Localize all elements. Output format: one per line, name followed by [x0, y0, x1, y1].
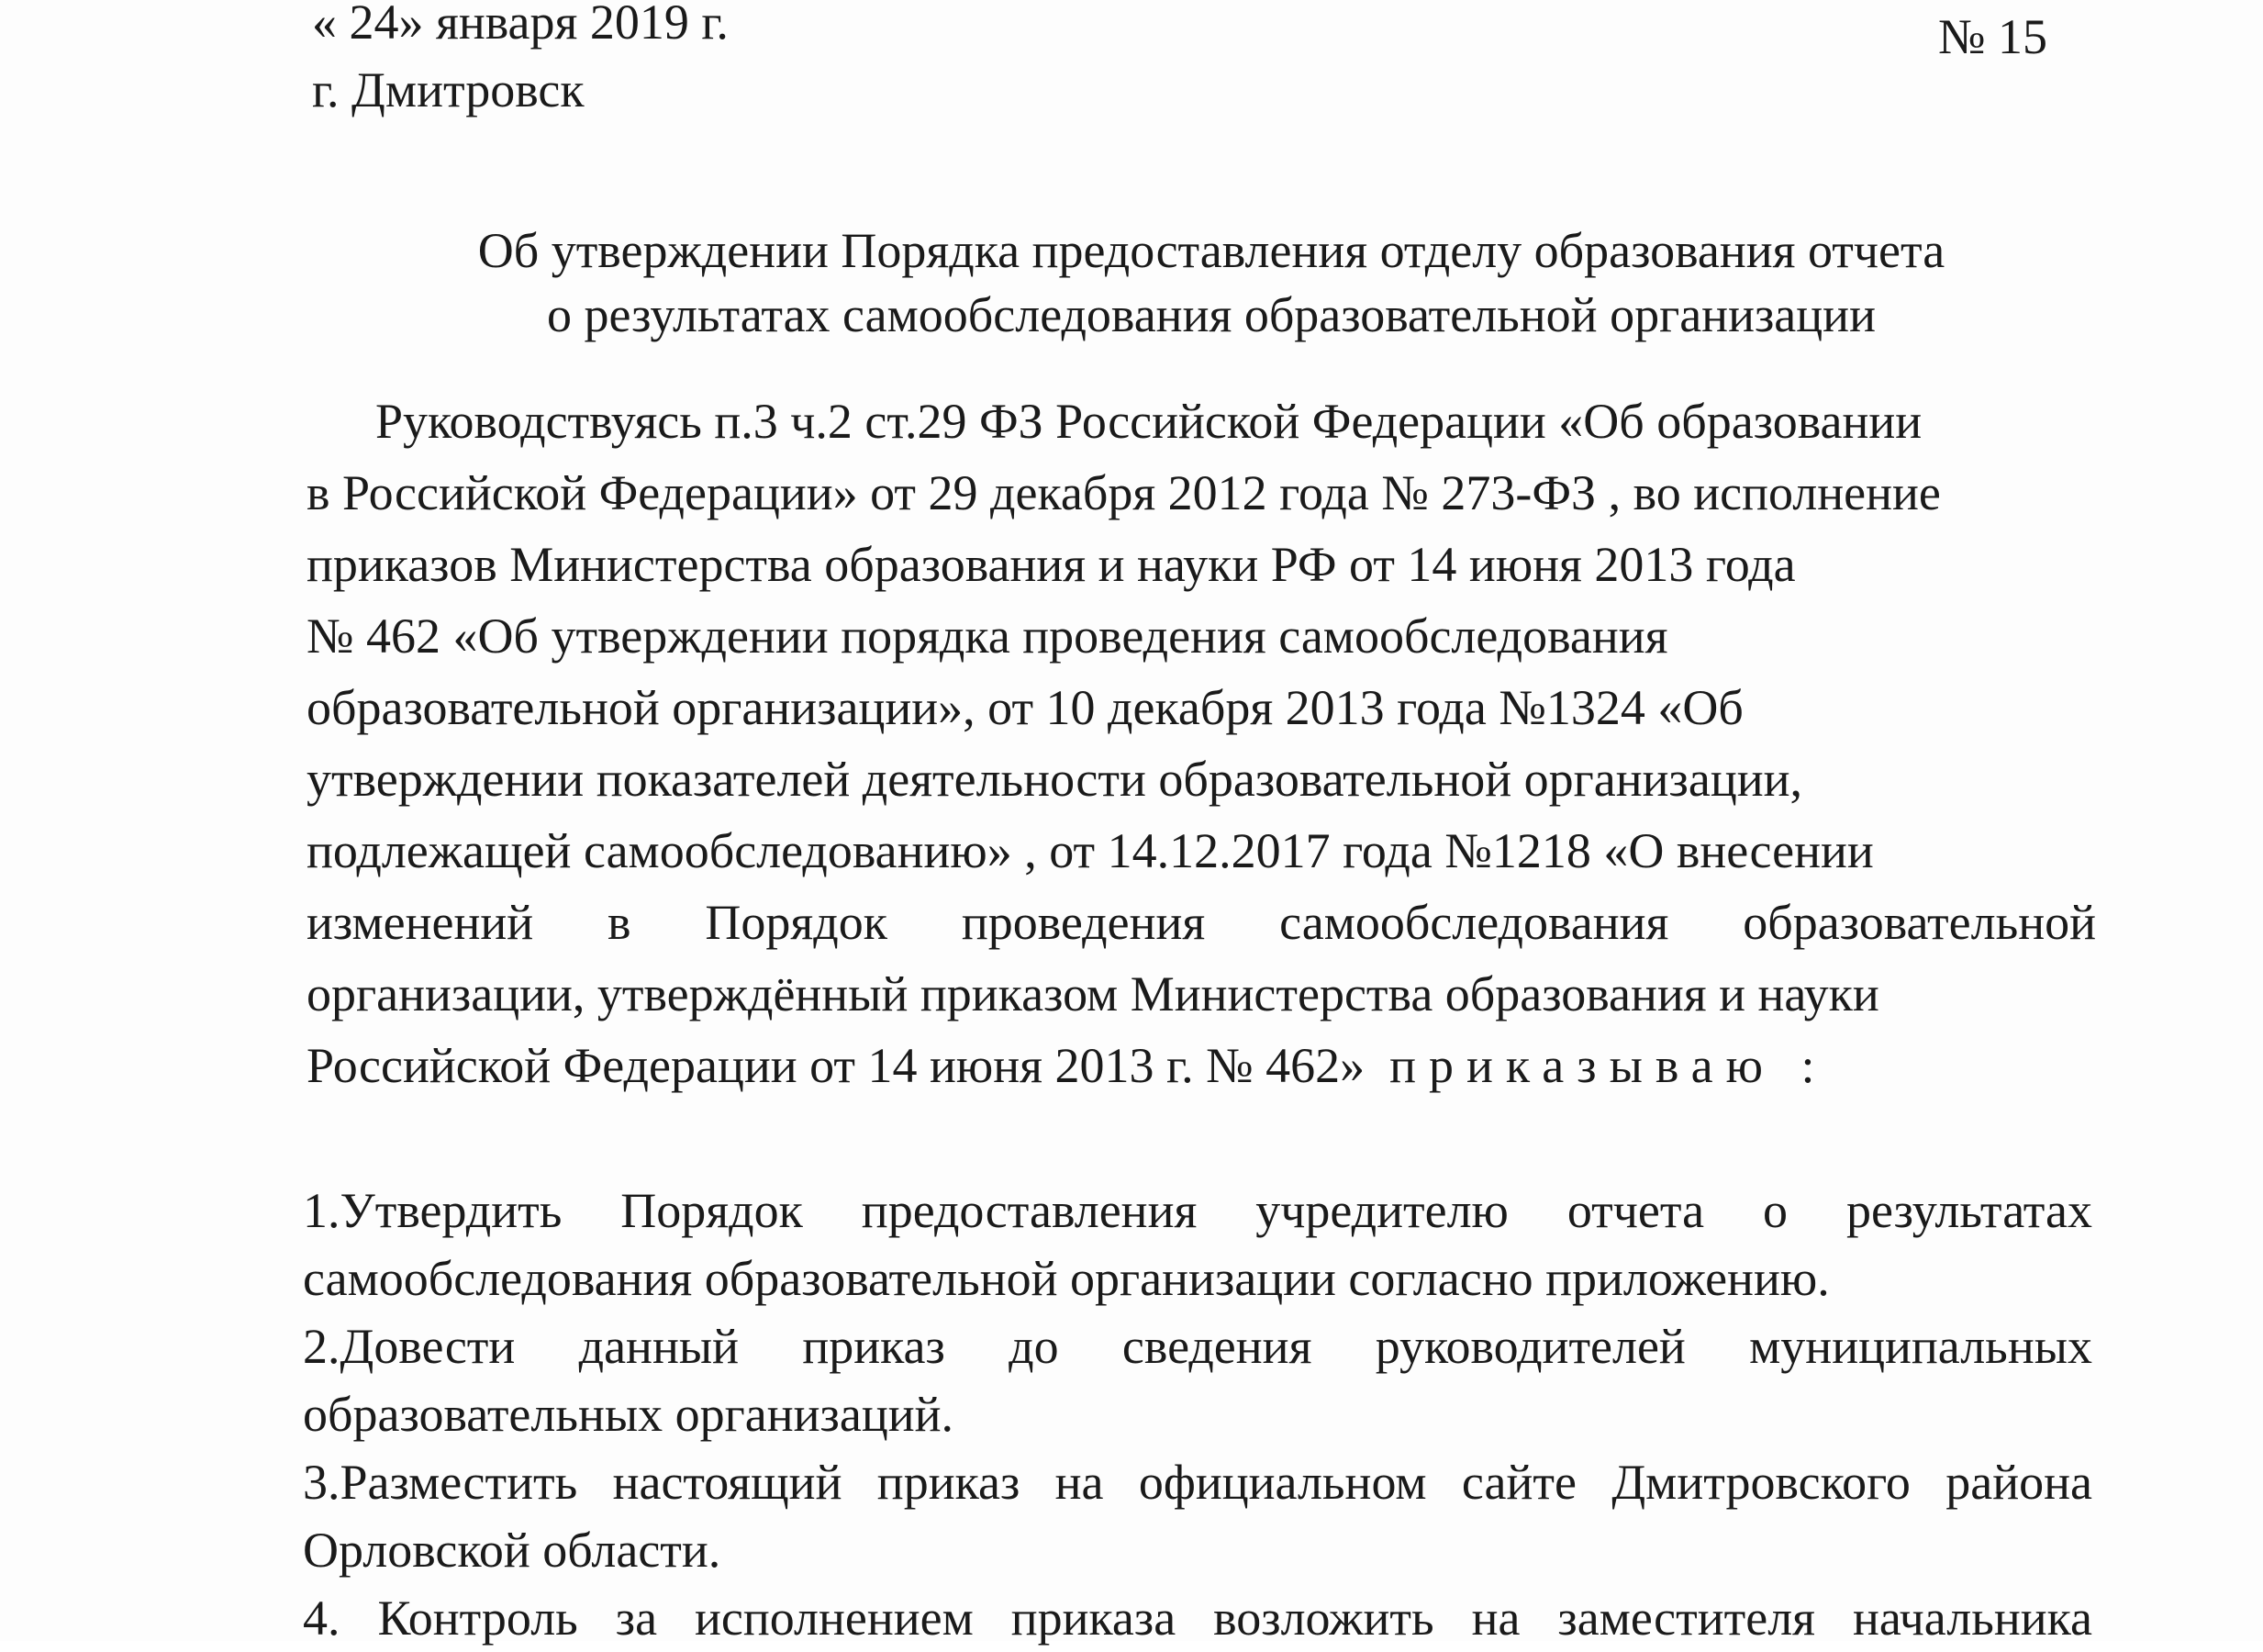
preamble-line: в Российской Федерации» от 29 декабря 2012 года № 273-ФЗ , во исполнение	[307, 465, 1941, 520]
preamble-line: Руководствуясь п.3 ч.2 ст.29 ФЗ Российской Федерации «Об образовании	[375, 394, 1923, 449]
item-line: Орловской области.	[303, 1523, 721, 1578]
item-line: 1.Утвердить Порядок предоставления учредителю отчета о результатах	[303, 1183, 2092, 1238]
item-line: 4. Контроль за исполнением приказа возложить на заместителя начальника	[303, 1591, 2092, 1646]
order-items-list	[303, 1177, 2092, 1652]
item-line: самообследования образовательной организации согласно приложению.	[303, 1251, 1830, 1306]
title-line-2: о результатах самообследования образовательной организации	[547, 287, 1876, 342]
order-item-3	[303, 1448, 2092, 1584]
order-item-2	[303, 1312, 2092, 1448]
preamble-paragraph	[307, 385, 2096, 1101]
document-title	[367, 218, 2056, 347]
preamble-line: организации, утверждённый приказом Министерства образования и науки	[307, 966, 1879, 1021]
title-line-1: Об утверждении Порядка предоставления отделу образования отчета	[477, 223, 1945, 278]
order-word: приказываю :	[1389, 1038, 1828, 1093]
preamble-line: № 462 «Об утверждении порядка проведения самообследования	[307, 608, 1668, 664]
preamble-last-line	[307, 1030, 2096, 1101]
order-item-1	[303, 1177, 2092, 1312]
preamble-line: образовательной организации», от 10 декабря 2013 года №1324 «Об	[307, 680, 1744, 735]
order-city: г. Дмитровск	[312, 62, 585, 117]
preamble-line: подлежащей самообследованию» , от 14.12.2017 года №1218 «О внесении	[307, 823, 1874, 878]
order-number: № 15	[1938, 9, 2048, 64]
order-item-4	[303, 1584, 2092, 1652]
preamble-line: утверждении показателей деятельности образовательной организации,	[307, 752, 1803, 807]
preamble-line: Российской Федерации от 14 июня 2013 г. № 462»	[307, 1038, 1366, 1093]
preamble-line: приказов Министерства образования и науки РФ от 14 июня 2013 года	[307, 537, 1796, 592]
item-line: 2.Довести данный приказ до сведения руководителей муниципальных	[303, 1319, 2092, 1374]
preamble-line: изменений в Порядок проведения самообследования образовательной	[307, 895, 2096, 950]
item-line: образовательных организаций.	[303, 1387, 954, 1442]
item-line: 3.Разместить настоящий приказ на официальном сайте Дмитровского района	[303, 1455, 2092, 1510]
order-date: « 24» января 2019 г.	[312, 0, 729, 50]
